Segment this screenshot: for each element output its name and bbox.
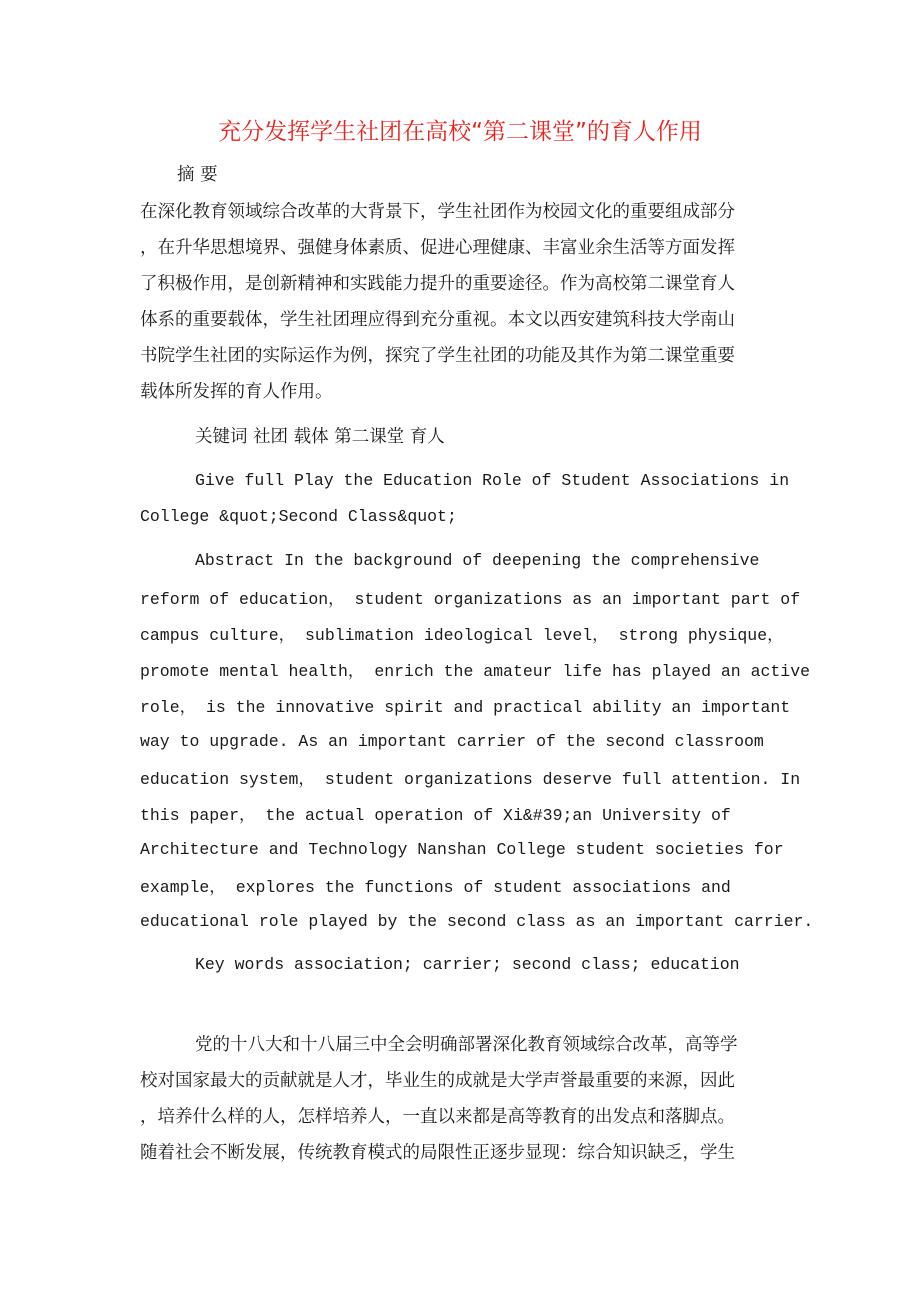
abstract-en-line: this paper， the actual operation of Xi&#39;an University of — [140, 806, 731, 825]
abstract-en-line: reform of education， student organizations as an important part of — [140, 590, 801, 609]
abstract-zh-line: 书院学生社团的实际运作为例，探究了学生社团的功能及其作为第二课堂重要 — [140, 346, 735, 366]
abstract-en-line: Architecture and Technology Nanshan College student societies for — [140, 840, 784, 859]
abstract-en-line: campus culture， sublimation ideological level， strong physique， — [140, 626, 784, 645]
body-line: ，培养什么样的人，怎样培养人，一直以来都是高等教育的出发点和落脚点。 — [140, 1107, 735, 1127]
abstract-en-line: education system， student organizations deserve full attention. In — [140, 770, 801, 789]
abstract-zh-line: 体系的重要载体，学生社团理应得到充分重视。本文以西安建筑科技大学南山 — [140, 310, 735, 330]
document-title: 充分发挥学生社团在高校“第二课堂”的育人作用 — [218, 119, 702, 145]
abstract-en-line: example， explores the functions of student associations and — [140, 878, 731, 897]
keywords-en: Key words association; carrier; second class; education — [195, 955, 740, 974]
abstract-zh-line: 载体所发挥的育人作用。 — [140, 382, 333, 402]
abstract-en-line: way to upgrade. As an important carrier of the second classroom — [140, 732, 764, 751]
body-line: 校对国家最大的贡献就是人才，毕业生的成就是大学声誉最重要的来源，因此 — [140, 1071, 735, 1091]
abstract-en-line: role， is the innovative spirit and practical ability an important — [140, 698, 791, 717]
title-en-line: College &quot;Second Class&quot; — [140, 507, 457, 526]
abstract-heading: 摘 要 — [177, 165, 218, 185]
abstract-zh-line: 在深化教育领域综合改革的大背景下，学生社团作为校园文化的重要组成部分 — [140, 202, 735, 222]
abstract-zh-line: ，在升华思想境界、强健身体素质、促进心理健康、丰富业余生活等方面发挥 — [140, 238, 735, 258]
abstract-en-line: educational role played by the second class as an important carrier. — [140, 912, 814, 931]
title-en-line: Give full Play the Education Role of Student Associations in — [195, 471, 790, 490]
abstract-en-line: promote mental health， enrich the amateur life has played an active — [140, 662, 811, 681]
keywords-zh: 关键词 社团 载体 第二课堂 育人 — [195, 427, 445, 447]
abstract-zh-line: 了积极作用，是创新精神和实践能力提升的重要途径。作为高校第二课堂育人 — [140, 274, 735, 294]
body-line: 党的十八大和十八届三中全会明确部署深化教育领域综合改革，高等学 — [195, 1035, 738, 1055]
body-line: 随着社会不断发展，传统教育模式的局限性正逐步显现：综合知识缺乏，学生 — [140, 1143, 735, 1163]
abstract-en-line: Abstract In the background of deepening the comprehensive — [195, 551, 760, 570]
